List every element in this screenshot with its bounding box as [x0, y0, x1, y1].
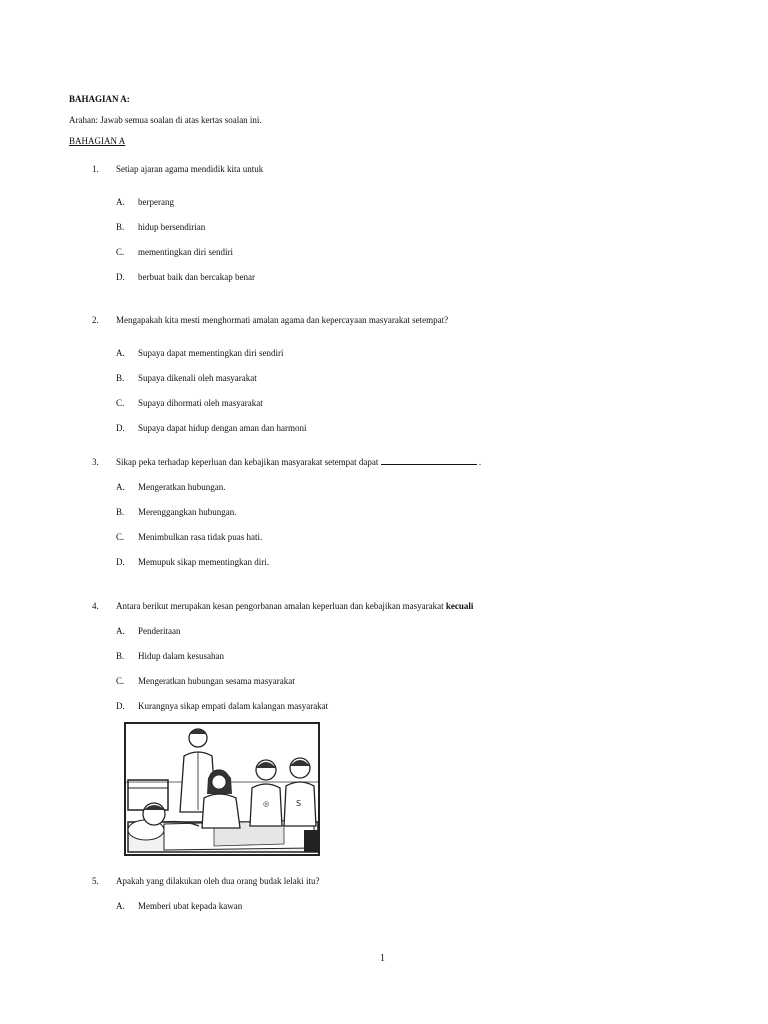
option-text: Hidup dalam kesusahan	[138, 651, 224, 661]
question-text: Sikap peka terhadap keperluan dan kebajikan masyarakat setempat dapat	[116, 457, 379, 467]
option-text: Kurangnya sikap empati dalam kalangan masyarakat	[138, 701, 329, 711]
option-letter: D.	[116, 557, 125, 567]
option-text: berperang	[138, 197, 174, 207]
option-text: Penderitaan	[138, 626, 181, 636]
option-text: Mengeratkan hubungan sesama masyarakat	[138, 676, 295, 686]
option-letter: A.	[116, 348, 125, 358]
option-text: Memberi ubat kepada kawan	[138, 901, 243, 911]
option-text: Supaya dapat hidup dengan aman dan harmoni	[138, 423, 307, 433]
option-letter: A.	[116, 482, 125, 492]
option-text: Mengeratkan hubungan.	[138, 482, 226, 492]
option-text: Supaya dikenali oleh masyarakat	[138, 373, 257, 383]
section-subtitle: BAHAGIAN A	[69, 136, 126, 146]
question-text-line	[116, 457, 481, 467]
option-text: Memupuk sikap mementingkan diri.	[138, 557, 269, 567]
question-text: Antara berikut merupakan kesan pengorbanan amalan keperluan dan kebajikan masyarakat	[116, 601, 444, 611]
option-letter: B.	[116, 507, 125, 517]
option-letter: A.	[116, 901, 125, 911]
answer-blank	[381, 457, 477, 465]
option-text: Menimbulkan rasa tidak puas hati.	[138, 532, 263, 542]
option-letter: B.	[116, 373, 125, 383]
option-letter: A.	[116, 197, 125, 207]
option-letter: C.	[116, 398, 125, 408]
option-letter: D.	[116, 423, 125, 433]
shirt-letter-icon: S	[296, 799, 302, 808]
option-text: Supaya dapat mementingkan diri sendiri	[138, 348, 284, 358]
question-number: 4.	[92, 601, 99, 611]
option-text: Supaya dihormati oleh masyarakat	[138, 398, 263, 408]
question-number: 2.	[92, 315, 99, 325]
option-letter: D.	[116, 701, 125, 711]
badge-icon: ◎	[263, 800, 270, 808]
question-text-emphasis: kecuali	[445, 601, 474, 611]
section-title: BAHAGIAN A:	[69, 94, 130, 104]
question-text-line	[116, 601, 473, 611]
option-letter: C.	[116, 676, 125, 686]
question-text-end: .	[478, 457, 482, 467]
option-text: berbuat baik dan bercakap benar	[138, 272, 255, 282]
question-number: 1.	[92, 164, 99, 174]
option-letter: D.	[116, 272, 125, 282]
question-number: 5.	[92, 876, 99, 886]
question-text: Mengapakah kita mesti menghormati amalan agama dan kepercayaan masyarakat setempat?	[116, 315, 449, 325]
question-text: Setiap ajaran agama mendidik kita untuk	[116, 164, 264, 174]
page-number: 1	[380, 953, 385, 964]
option-letter: C.	[116, 247, 125, 257]
question-text: Apakah yang dilakukan oleh dua orang budak lelaki itu?	[116, 876, 320, 886]
option-letter: C.	[116, 532, 125, 542]
instruction-text: Arahan: Jawab semua soalan di atas kertas soalan ini.	[69, 115, 262, 125]
hospital-visit-illustration	[124, 722, 320, 856]
option-text: hidup bersendirian	[138, 222, 206, 232]
question-number: 3.	[92, 457, 99, 467]
option-letter: B.	[116, 222, 125, 232]
option-text: Merenggangkan hubungan.	[138, 507, 237, 517]
option-text: mementingkan diri sendiri	[138, 247, 233, 257]
option-letter: A.	[116, 626, 125, 636]
option-letter: B.	[116, 651, 125, 661]
